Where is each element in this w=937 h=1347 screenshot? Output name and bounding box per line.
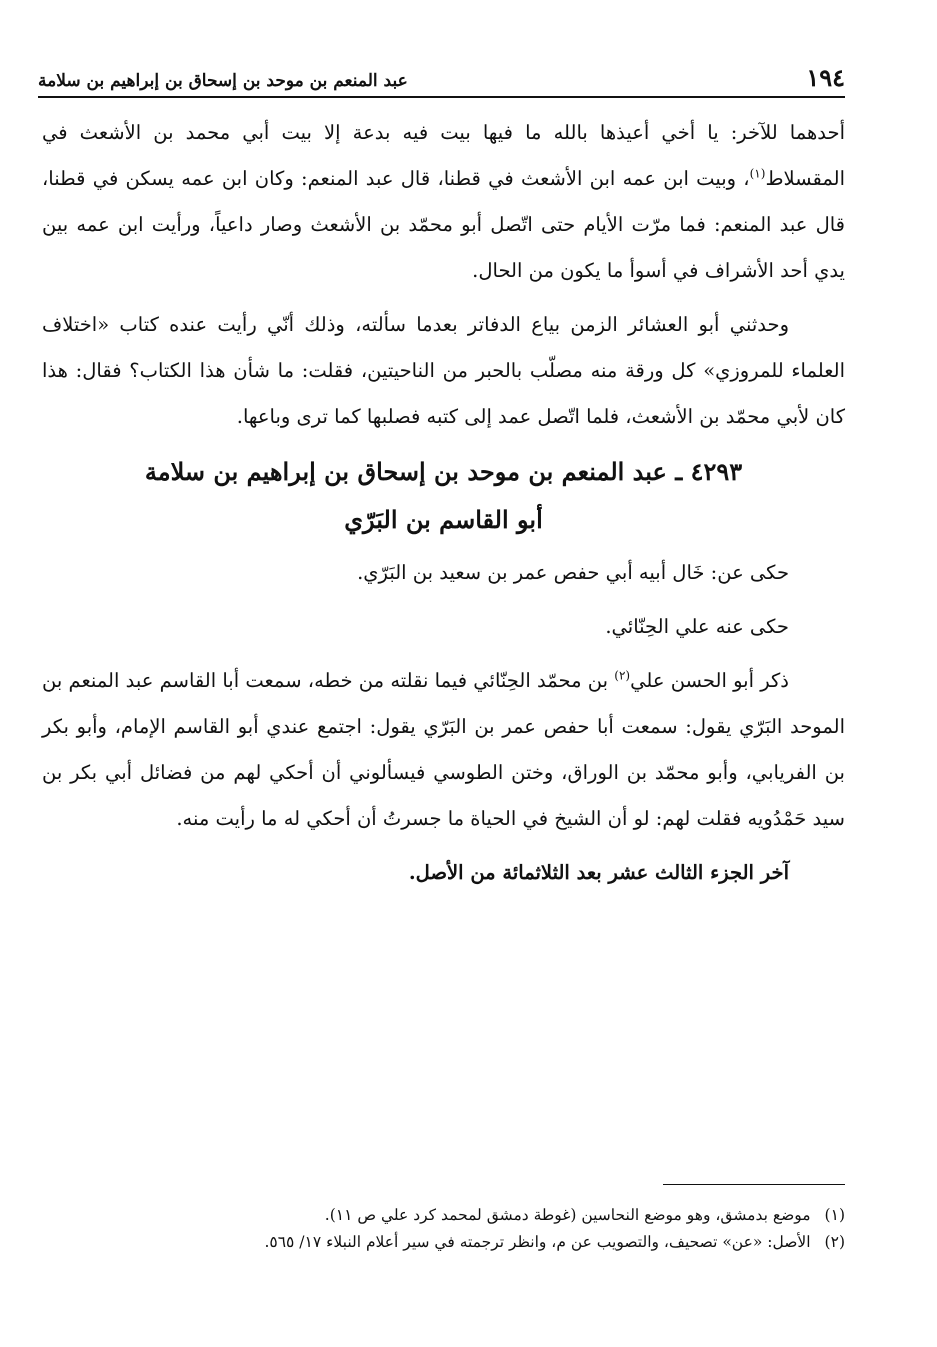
footnotes xyxy=(42,1202,845,1256)
paragraph-1 xyxy=(42,110,845,294)
paragraph-2: وحدثني أبو العشائر الزمن بياع الدفاتر بعدما سألته، وذلك أنّي رأيت عنده كتاب «اختلاف العلماء للمروزي» كل ورقة منه مصلّب بالحبر من الناحيتين، فقلت: ما شأن هذا الكتاب؟ فقال: هذا كان لأبي محمّد بن الأشعث، فلما اتّصل عمد إلى كتبه فصلبها كما ترى وباعها. xyxy=(42,313,845,428)
footnote-ref-2[interactable]: (٢) xyxy=(614,668,631,683)
footnote-text: الأصل: «عن» تصحيف، والتصويب عن م، وانظر ترجمته في سير أعلام النبلاء ١٧/ ٥٦٥. xyxy=(264,1233,811,1251)
footnote-number: (٢) xyxy=(824,1233,845,1251)
footnote-2 xyxy=(42,1229,845,1256)
paragraph-1-part-b: ، وبيت ابن عمه ابن الأشعث في قطنا، قال عبد المنعم: وكان ابن عمه يسكن في قطنا، قال عبد المنعم: فما مرّت الأيام حتى اتّصل أبو محمّد بن الأشعث وصار داعياً، ورأيت ابن عمه بين يدي أحد الأشراف في أسوأ ما يكون من الحال. xyxy=(42,167,845,282)
running-title: عبد المنعم بن موحد بن إسحاق بن إبراهيم بن سلامة xyxy=(38,71,408,91)
paragraph-3-part-a: ذكر أبو الحسن علي xyxy=(630,669,789,692)
running-header xyxy=(38,56,845,98)
footnote-1 xyxy=(42,1202,845,1229)
page-number: ١٩٤ xyxy=(806,63,845,92)
footnote-divider xyxy=(663,1184,845,1185)
footnote-text: موضع بدمشق، وهو موضع النحاسين (غوطة دمشق لمحمد كرد علي ص ١١). xyxy=(324,1206,811,1224)
footnote-number: (١) xyxy=(824,1206,845,1224)
line-narrated-by: حكى عنه علي الحِنّائي. xyxy=(605,615,789,638)
line-narrated-from: حكى عن: خَال أبيه أبي حفص عمر بن سعيد بن البَرّي. xyxy=(357,561,789,584)
entry-heading xyxy=(42,448,845,544)
footnote-ref-1[interactable]: (١) xyxy=(749,166,766,181)
entry-heading-line-1: ٤٢٩٣ ـ عبد المنعم بن موحد بن إسحاق بن إبراهيم بن سلامة xyxy=(144,457,743,486)
entry-heading-line-2: أبو القاسم بن البَرّي xyxy=(344,505,543,534)
paragraph-3-part-b: بن محمّد الحِنّائي فيما نقلته من خطه، سمعت أبا القاسم عبد المنعم بن الموحد البَرّي يقول: سمعت أبا حفص عمر بن البَرّي يقول: اجتمع عندي أبو القاسم الإمام، وأبو بكر بن الفريابي، وأبو محمّد بن الوراق، وختن الطوسي فيسألوني أن أحكي لهم من فضائل أبي بكر بن سيد حَمْدُويه فقلت لهم: لو أن الشيخ في الحياة ما جسرتُ أن أحكي له ما رأيت منه. xyxy=(42,669,845,830)
main-text xyxy=(42,110,845,904)
closing-note: آخر الجزء الثالث عشر بعد الثلاثمائة من الأصل. xyxy=(408,861,789,884)
paragraph-3 xyxy=(42,658,845,842)
paragraph-1-part-a: أحدهما للآخر: يا أخي أعيذها بالله ما فيها بيت فيه بدعة إلا بيت أبي محمد بن الأشعث في المقسلاط xyxy=(42,121,845,190)
